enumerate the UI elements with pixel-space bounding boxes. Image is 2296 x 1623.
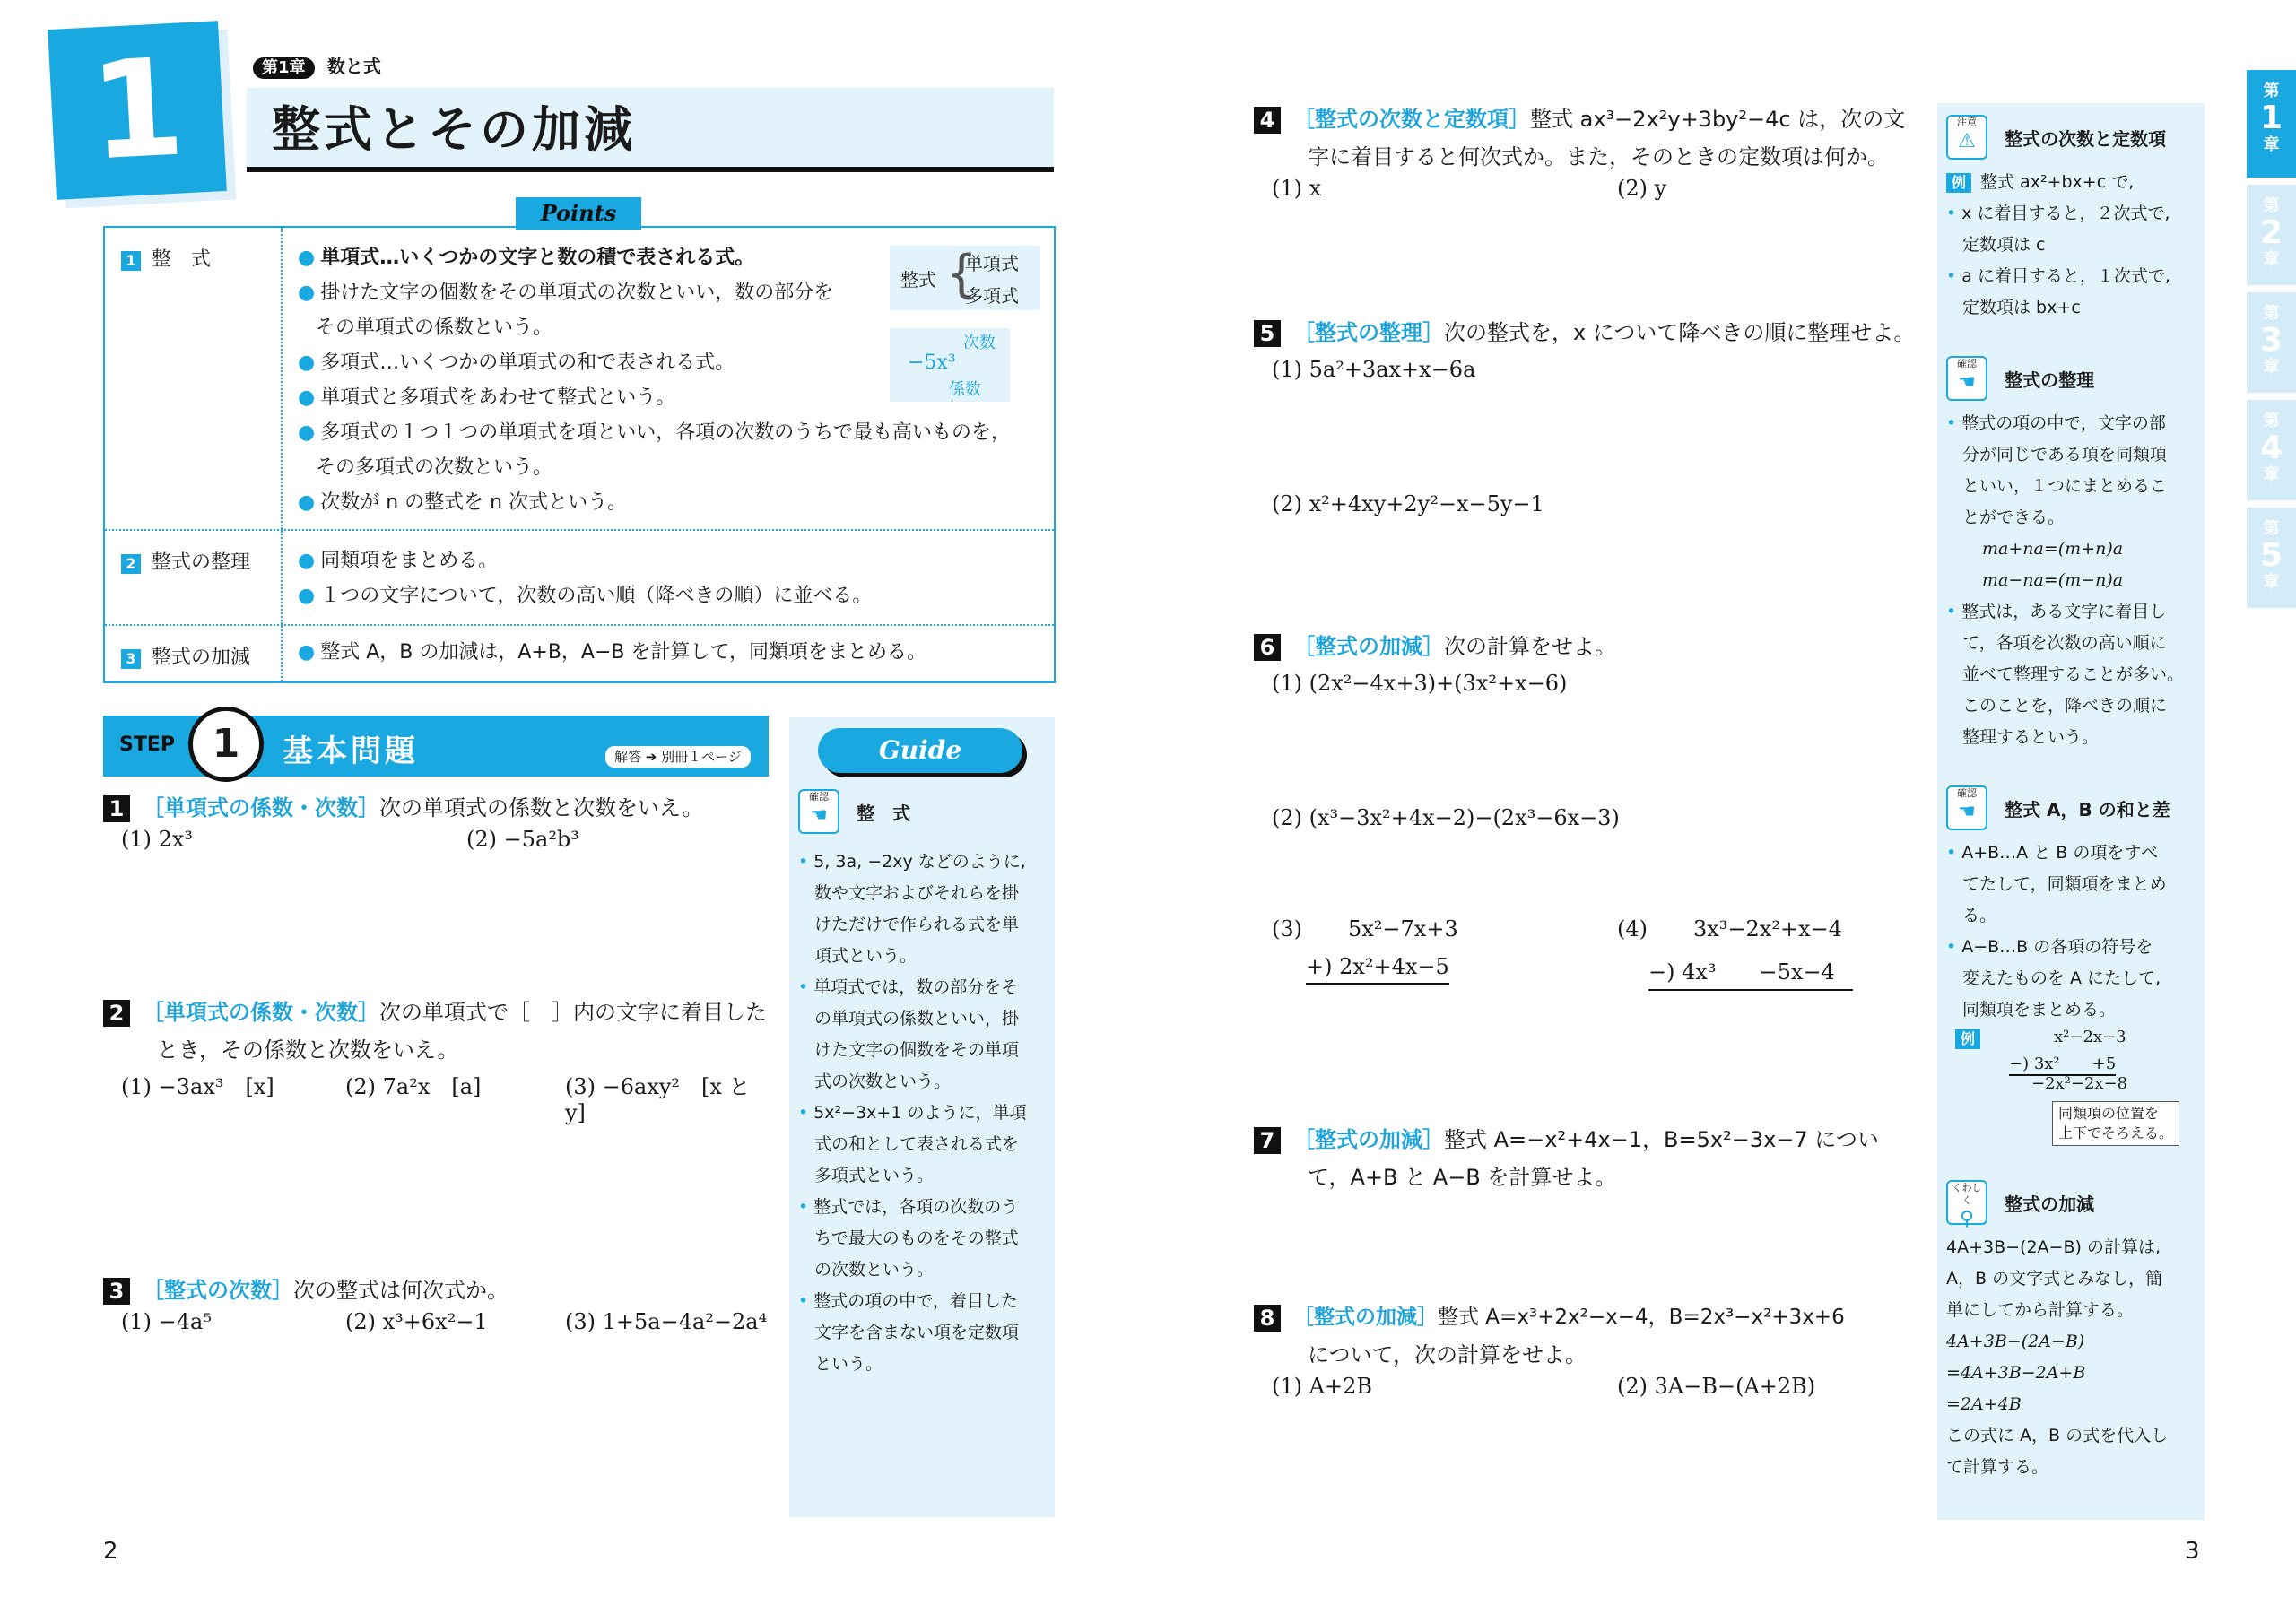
side-calc-example: 例 x²−2x−3 −) 3x² +5 −2x²−2x−8 同類項の位置を 上下でそろえる。 bbox=[1946, 1026, 2206, 1160]
confirm-hand-icon: 確認 ☚ bbox=[798, 789, 839, 834]
column-calculations: (3) 5x²−7x+3 +) 2x²+4x−5 (4) 3x³−2x²+x−4 −) 4x³ −5x−4 bbox=[1254, 916, 1926, 1002]
step-title: 基本問題 bbox=[283, 733, 419, 769]
question-1: 1 ［単項式の係数・次数］次の単項式の係数と次数をいえ。 (1) 2x³ (2) −5a²b³ bbox=[103, 789, 776, 863]
tab-chapter-3[interactable]: 第 3 章 bbox=[2247, 292, 2296, 393]
question-6: 6 ［整式の加減］次の計算をせよ。 (1) (2x²−4x+3)+(3x²+x−6) (2) (x³−3x²+4x−2)−(2x³−6x−3) (3) 5x²−7x+3 +) 2x²+4x−5 (4) 3x³−2x²+x−4 −) 4x³ −5x−4 bbox=[1254, 628, 1926, 1002]
points-table bbox=[103, 226, 1056, 683]
kagen-title: 整式の加減 bbox=[2005, 1193, 2095, 1215]
seishiki-diagram: 整式 { 単項式 多項式 bbox=[890, 246, 1040, 310]
question-4: 4 ［整式の次数と定数項］整式 ax³−2x²y+3by²−4c は，次の文 字に着目すると何次式か。また，そのときの定数項は何か。 (1) x (2) y bbox=[1254, 100, 1926, 212]
points-row-head: 3 整式の加減 bbox=[105, 626, 283, 681]
step-number: 1 bbox=[188, 707, 264, 782]
points-tab: Points bbox=[516, 197, 641, 230]
calc-note: 同類項の位置を 上下でそろえる。 bbox=[2052, 1101, 2179, 1146]
points-row-3 bbox=[105, 626, 1054, 681]
confirm-hand-icon: 確認 ☚ bbox=[1946, 785, 1987, 830]
tab-chapter-5[interactable]: 第 5 章 bbox=[2247, 508, 2296, 608]
page-number-left: 2 bbox=[103, 1538, 118, 1565]
page-number-right: 3 bbox=[2185, 1538, 2200, 1565]
chapter-heading bbox=[253, 52, 381, 79]
points-row-head: 2 整式の整理 bbox=[105, 531, 283, 624]
question-3: 3 ［整式の次数］次の整式は何次式か。 (1) −4a⁵ (2) x³+6x²−1 (3) 1+5a−4a²−2a⁴ bbox=[103, 1271, 776, 1345]
chapter-name: 数と式 bbox=[326, 56, 381, 77]
points-row-head: 1 整 式 bbox=[105, 228, 283, 529]
note-title: 整式の次数と定数項 bbox=[2005, 127, 2167, 150]
coefficient-degree-diagram: −5x³ 次数 係数 bbox=[890, 328, 1010, 402]
points-row-body: ● 単項式…いくつかの文字と数の積で表される式。 ● 掛けた文字の個数をその単項式の次数といい，数の部分を その単項式の係数という。 ● 多項式…いくつかの単項式の和で表される式。 ● 単項式と多項式をあわせて整式という。 ● 多項式の１つ１つの単項式を項といい，各項の次数のうちで最も高いものを， その多項式の次数という。 ● 次数が n の整式を n 次式という。 bbox=[298, 247, 1011, 514]
section-title: 整式とその加減 bbox=[272, 101, 636, 158]
step-label: STEP bbox=[119, 733, 176, 756]
section-title-bar bbox=[247, 88, 1054, 172]
points-row-body: ● 整式 A，B の加減は，A+B，A−B を計算して，同類項をまとめる。 bbox=[298, 641, 927, 664]
chapter-label: 第1章 bbox=[253, 57, 315, 79]
warning-icon: 注意 ⚠ bbox=[1946, 115, 1987, 160]
question-5: 5 ［整式の整理］次の整式を，x について降べきの順に整理せよ。 (1) 5a²+3ax+x−6a (2) x²+4xy+2y²−x−5y−1 bbox=[1254, 314, 1926, 522]
tab-chapter-1[interactable]: 第 1 章 bbox=[2247, 70, 2296, 178]
answer-reference: 解答 ➔ 別冊１ページ bbox=[605, 746, 751, 768]
question-2: 2 ［単項式の係数・次数］次の単項式で［ ］内の文字に着目した とき，その係数と次数をいえ。 (1) −3ax³ [x] (2) 7a²x [a] (3) −6axy² [x と y] bbox=[103, 994, 776, 1105]
question-8: 8 ［整式の加減］整式 A=x³+2x²−x−4，B=2x³−x²+3x+6 について，次の計算をせよ。 (1) A+2B (2) 3A−B−(A+2B) bbox=[1254, 1298, 1935, 1410]
side-notes-content: 注意 ⚠ 整式の次数と定数項 例 整式 ax²+bx+c で, • x に着目すると，２次式で, 定数項は c • a に着目すると，１次式で, 定数項は bx+c 確認 ☚ 整式の整理 • 整式の項の中で，文字の部 分が同じである項を同類項 といい，１つにまとめるこ とができる。 ma+na=(m+n)a ma−na=(m−n)a • 整式は，ある文字に着目し て，各項を次数の高い順に 並べて整理することが多い。 このことを，降べきの順に 整理するという。 確認 ☚ 整式 A，B の和と差 • A+B…A と B の項をすべ てたして，同類項をまとめ る。 • A−B…B の各項の符号を 変えたものを A にたして, 同類項をまとめる。 例 x²−2x−3 −) 3x² +5 −2x²−2x−8 同類項の位置を 上下でそろえる。 くわしく ⚲ 整式の加減 4A+3B−(2A−B) の計算は, A，B の文字式とみなし，簡 単にしてから計算する。 4A+3B−(2A−B) =4A+3B−2A+B =2A+4B この式に A，B の式を代入し て計算する。 bbox=[1946, 115, 2206, 1483]
confirm-hand-icon: 確認 ☚ bbox=[1946, 356, 1987, 401]
points-row-2 bbox=[105, 531, 1054, 626]
wasa-title: 整式 A，B の和と差 bbox=[2005, 798, 2170, 820]
seiri-title: 整式の整理 bbox=[2005, 369, 2095, 391]
question-7: 7 ［整式の加減］整式 A=−x²+4x−1，B=5x²−3x−7 につい て，A+B と A−B を計算せよ。 bbox=[1254, 1121, 1926, 1196]
guide-lines: • 5, 3a, −2xy などのように, 数や文字およびそれらを掛 けただけで作られる式を単 項式という。 • 単項式では，数の部分をそ の単項式の係数といい，掛 けた文字の個数をその単項 式の次数という。 • 5x²−3x+1 のように，単項 式の和として表される式を 多項式という。 • 整式では，各項の次数のう ちで最大のものをその整式 の次数という。 • 整式の項の中で，着目した 文字を含まない項を定数項 という。 bbox=[798, 852, 1027, 1374]
chapter-number: 1 bbox=[86, 30, 188, 191]
points-row-1 bbox=[105, 228, 1054, 531]
magnifier-icon: くわしく ⚲ bbox=[1946, 1180, 1987, 1225]
example-badge: 例 bbox=[1946, 173, 1971, 193]
points-row-body: ● 同類項をまとめる。 ● １つの文字について，次数の高い順（降べきの順）に並べる。 bbox=[298, 550, 873, 607]
guide-title: Guide bbox=[818, 728, 1022, 773]
guide-content bbox=[798, 789, 1049, 1380]
tab-chapter-4[interactable]: 第 4 章 bbox=[2247, 400, 2296, 500]
chapter-tabs bbox=[2247, 70, 2296, 615]
guide-heading: 整 式 bbox=[857, 802, 911, 824]
tab-chapter-2[interactable]: 第 2 章 bbox=[2247, 185, 2296, 285]
